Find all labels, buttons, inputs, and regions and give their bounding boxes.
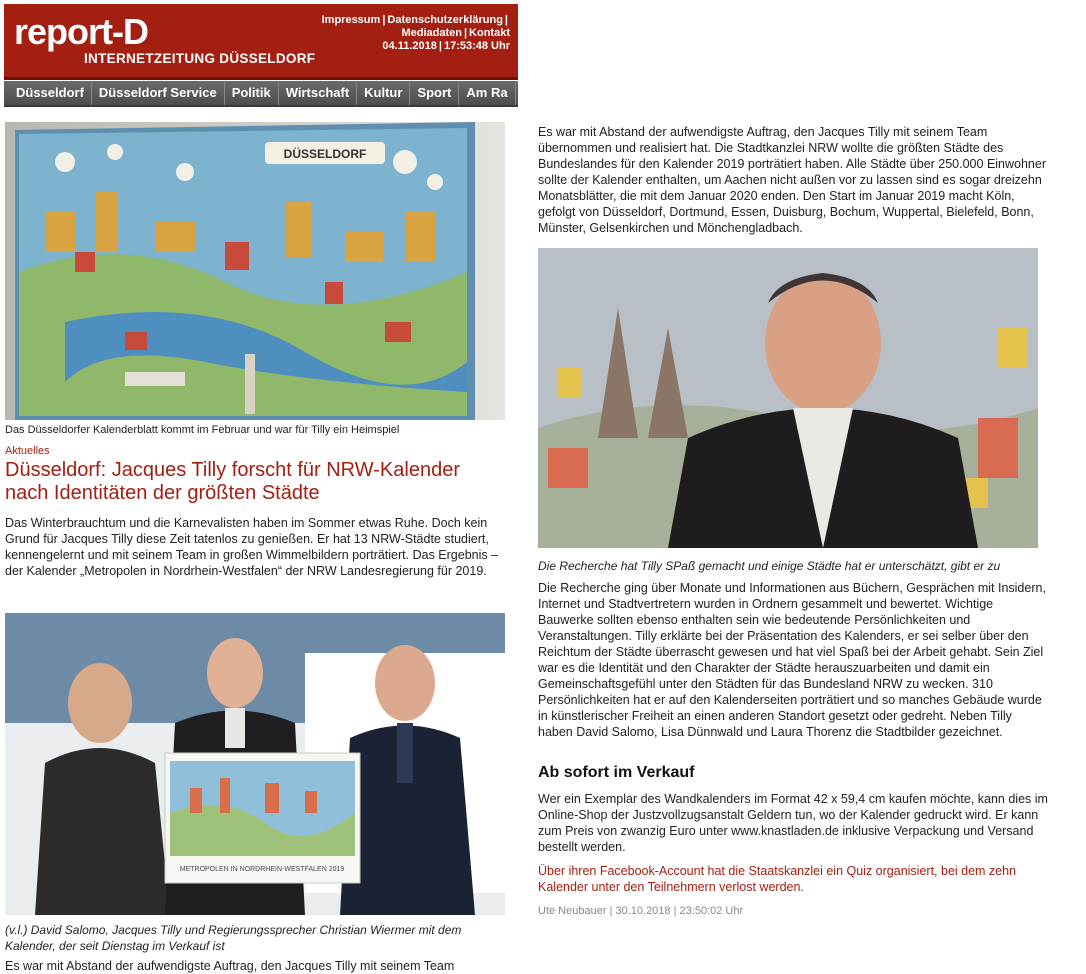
mediadaten-link[interactable]: Mediadaten xyxy=(401,27,462,39)
site-logo[interactable]: report-D xyxy=(14,11,148,52)
nav-item-duesseldorf[interactable]: Düsseldorf xyxy=(4,81,92,105)
byline-time: 23:50:02 Uhr xyxy=(679,905,744,917)
separator: | xyxy=(382,14,386,26)
presentation-illustration xyxy=(5,613,505,915)
image-caption-3: Die Recherche hat Tilly SPaß gemacht und einige Städte hat er unterschätzt, gibt er zu xyxy=(538,559,1001,573)
article-cutoff-text: Es war mit Abstand der aufwendigste Auftrag, den Jacques Tilly mit seinem Team xyxy=(5,959,455,973)
quiz-notice: Über ihren Facebook-Account hat die Staatskanzlei ein Quiz organisiert, bei dem zehn Kalender unter den Teilnehmern verlost werden. xyxy=(538,864,1017,894)
calendar-wall-illustration xyxy=(5,122,505,420)
article-headline: Düsseldorf: Jacques Tilly forscht für NRW-Kalender nach Identitäten der größten Städte xyxy=(5,459,460,504)
section-heading: Ab sofort im Verkauf xyxy=(538,764,695,781)
image-caption-1: Das Düsseldorfer Kalenderblatt kommt im Februar und war für Tilly ein Heimspiel xyxy=(5,424,400,436)
article-intro: Das Winterbrauchtum und die Karnevalisten haben im Sommer etwas Ruhe. Doch kein Grund für Jacques Tilly diese Zeit tatenlos zu genießen. Er hat 13 NRW-Städte studiert, kennengelernt und mit seinem Team in großen Wimmelbildern porträtiert. Das Ergebnis – der Kalender „Metropolen in Nordrhein-Westfalen“ der NRW Landesregierung für 2019. xyxy=(5,516,499,578)
byline-date: 30.10.2018 xyxy=(615,905,671,917)
article-paragraph-1: Es war mit Abstand der aufwendigste Auftrag, den Jacques Tilly mit seinem Team übernommen und realisiert hat. Die Stadtkanzlei NRW wollte die größten Städte des Bundeslandes für den Kalender 2019 porträtiert haben. Alle Städte über 250.000 Einwohner sollte der Kalender enthalten, um Aachen nicht außen vor zu lassen sind es sogar dreizehn Monatsblätter, die mit dem Januar 2020 enden. Den Start im Januar 2019 macht Köln, gefolgt von Düsseldorf, Dortmund, Essen, Duisburg, Bochum, Wuppertal, Bielefeld, Bonn, Münster, Gelsenkirchen und Mönchengladbach. xyxy=(538,125,1047,235)
calendar-wall-photo[interactable] xyxy=(5,122,505,420)
article-paragraph-2: Die Recherche ging über Monate und Informationen aus Büchern, Gesprächen mit Insidern, Internet und Stadtvertretern wurden in Ordnern gesammelt und bewertet. Wichtige Bauwerke sollten ebenso enthalten sein wie bedeutende Persönlichkeiten und Veranstaltungen. Tilly erklärte bei der Präsentation des Kalenders, er sei selber über den Reichtum der Städte überrascht gewesen und hat viel Spaß bei der Arbeit gehabt. Sein Ziel war es die Identität und den Charakter der Städte herauszuarbeiten und damit ein Gemeinschaftsgefühl unter den Städten für das Bundesland NRW zu wecken. 310 Persönlichkeiten hat er auf den Kalenderseiten porträtiert und so manches Gebäude wurde in künstlerischer Freiheit an einen anderen Standort gesetzt oder gedreht. Neben Tilly haben David Salomo, Lisa Dünnwald und Laura Thorenz die Stadtbilder gezeichnet. xyxy=(538,581,1046,739)
kontakt-link[interactable]: Kontakt xyxy=(469,27,510,39)
nav-item-sport[interactable]: Sport xyxy=(410,81,459,105)
presentation-photo[interactable] xyxy=(5,613,505,915)
separator: | xyxy=(504,14,508,26)
header-links xyxy=(322,14,510,53)
portrait-photo[interactable] xyxy=(538,248,1038,548)
nav-item-politik[interactable]: Politik xyxy=(225,81,279,105)
article-category[interactable]: Aktuelles xyxy=(5,445,50,457)
illustration-title: DÜSSELDORF xyxy=(283,147,367,161)
nav-item-wirtschaft[interactable]: Wirtschaft xyxy=(279,81,357,105)
site-tagline: INTERNETZEITUNG DÜSSELDORF xyxy=(84,51,316,66)
article-byline: Ute Neubauer | 30.10.2018 | 23:50:02 Uhr xyxy=(538,905,744,917)
nav-item-am-rande[interactable]: Am Ra xyxy=(459,81,515,105)
byline-author: Ute Neubauer xyxy=(538,905,607,917)
nav-item-kultur[interactable]: Kultur xyxy=(357,81,410,105)
header-date: 04.11.2018 xyxy=(382,40,437,52)
separator: | xyxy=(463,27,468,39)
datenschutz-link[interactable]: Datenschutzerklärung xyxy=(387,14,503,26)
image-caption-2: (v.l.) David Salomo, Jacques Tilly und Regierungssprecher Christian Wiermer mit dem Kalender, der seit Dienstag im Verkauf ist xyxy=(5,923,462,953)
separator: | xyxy=(438,40,442,52)
impressum-link[interactable]: Impressum xyxy=(321,14,381,26)
portrait-illustration xyxy=(538,248,1038,548)
header-time: 17:53:48 Uhr xyxy=(443,40,510,52)
article-paragraph-3: Wer ein Exemplar des Wandkalenders im Format 42 x 59,4 cm kaufen möchte, kann dies im Online-Shop der Justzvollzugsanstalt Geldern tun, wo der Kalender gedruckt wird. Er kann zum Preis von zwanzig Euro unter www.knastladen.de inklusive Verpackung und Versand bestellt werden. xyxy=(538,792,1048,854)
main-nav xyxy=(4,81,518,107)
calendar-title: METROPOLEN IN NORDRHEIN-WESTFALEN 2019 xyxy=(179,866,345,873)
site-header xyxy=(4,4,518,80)
nav-item-duesseldorf-service[interactable]: Düsseldorf Service xyxy=(92,81,225,105)
